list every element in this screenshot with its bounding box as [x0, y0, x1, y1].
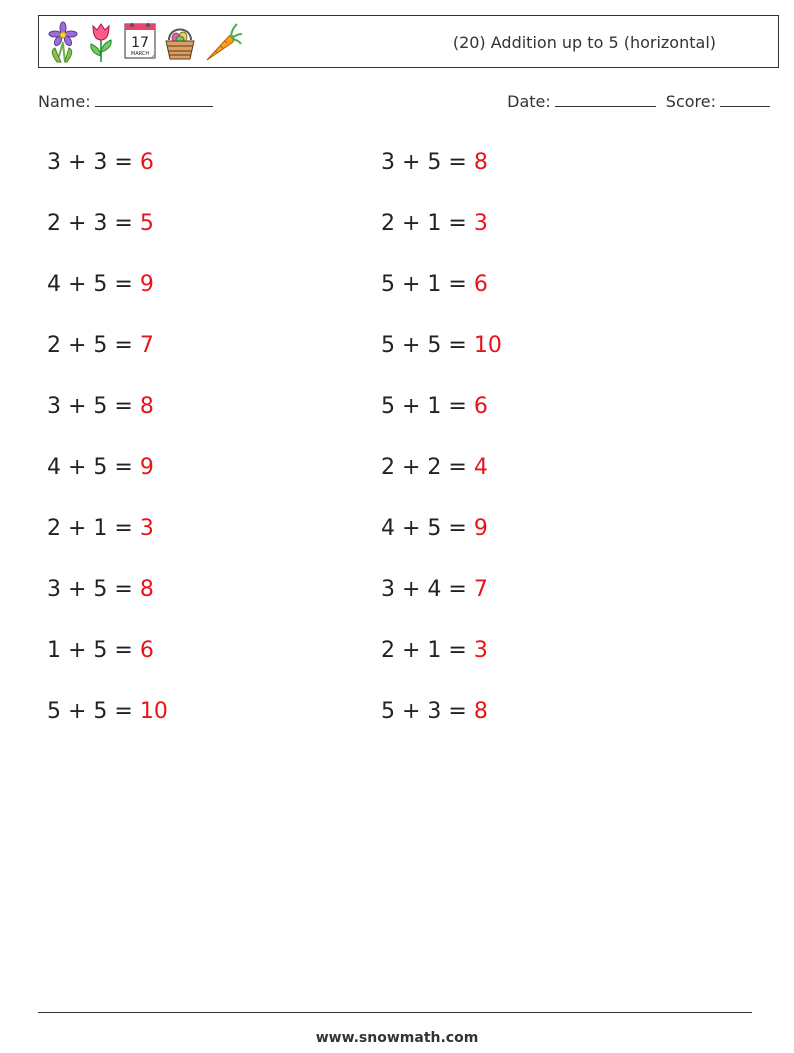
problem-answer: 3: [473, 638, 488, 663]
calendar-day: 17: [131, 35, 149, 51]
problem-question: 5 + 1 =: [381, 394, 474, 419]
date-score-fields: [507, 92, 770, 111]
problem-answer: 6: [139, 638, 154, 663]
problem-question: 2 + 3 =: [47, 211, 140, 236]
score-label: Score:: [665, 92, 716, 111]
problem-item: [381, 568, 715, 629]
footer-url: www.snowmath.com: [315, 1030, 479, 1046]
problem-item: [47, 202, 381, 263]
problem-answer: 8: [473, 699, 488, 724]
problem-question: 3 + 3 =: [47, 150, 140, 175]
problem-item: [47, 263, 381, 324]
problem-item: [47, 690, 381, 751]
calendar-month: MARCH: [130, 51, 150, 57]
problem-question: 5 + 1 =: [381, 272, 474, 297]
name-field: [38, 92, 213, 111]
problem-question: 4 + 5 =: [47, 272, 140, 297]
header-icons: [47, 20, 243, 64]
problem-item: [381, 629, 715, 690]
problem-question: 3 + 5 =: [47, 577, 140, 602]
worksheet-header: [38, 15, 779, 68]
score-field: [666, 92, 770, 111]
problem-item: [381, 141, 715, 202]
problem-answer: 3: [139, 516, 154, 541]
problem-item: [381, 202, 715, 263]
problem-answer: 10: [473, 333, 502, 358]
problem-question: 4 + 5 =: [47, 455, 140, 480]
date-field: [507, 92, 656, 111]
problem-answer: 4: [473, 455, 488, 480]
score-blank[interactable]: [720, 93, 770, 107]
problem-answer: 8: [139, 577, 154, 602]
problem-item: [381, 690, 715, 751]
flower-icon: [47, 20, 79, 64]
problem-item: [381, 446, 715, 507]
problem-answer: 7: [473, 577, 488, 602]
problem-item: [47, 507, 381, 568]
problem-item: [47, 141, 381, 202]
problem-answer: 6: [473, 272, 488, 297]
problem-item: [381, 507, 715, 568]
problem-question: 1 + 5 =: [47, 638, 140, 663]
date-blank[interactable]: [555, 93, 656, 107]
problem-answer: 9: [473, 516, 488, 541]
problem-question: 4 + 5 =: [381, 516, 474, 541]
problem-grid: [47, 141, 747, 751]
problem-question: 2 + 1 =: [47, 516, 140, 541]
problem-question: 3 + 5 =: [47, 394, 140, 419]
problem-answer: 5: [139, 211, 154, 236]
name-blank[interactable]: [95, 93, 213, 107]
problem-answer: 9: [139, 455, 154, 480]
worksheet-title: (20) Addition up to 5 (horizontal): [452, 33, 716, 52]
problem-question: 2 + 1 =: [381, 638, 474, 663]
problem-item: [381, 385, 715, 446]
problem-answer: 8: [473, 150, 488, 175]
tulip-icon: [85, 20, 117, 64]
problem-question: 5 + 5 =: [381, 333, 474, 358]
problem-item: [47, 629, 381, 690]
problem-item: [47, 324, 381, 385]
problem-question: 2 + 1 =: [381, 211, 474, 236]
problem-answer: 3: [473, 211, 488, 236]
problem-item: [47, 446, 381, 507]
problem-answer: 7: [139, 333, 154, 358]
problem-item: [381, 263, 715, 324]
footer-divider: [38, 1012, 752, 1013]
easter-basket-icon: [163, 20, 197, 64]
problem-answer: 6: [139, 150, 154, 175]
problem-question: 2 + 2 =: [381, 455, 474, 480]
problem-answer: 8: [139, 394, 154, 419]
date-label: Date:: [507, 92, 551, 111]
problem-question: 3 + 5 =: [381, 150, 474, 175]
calendar-icon: [123, 20, 157, 64]
name-label: Name:: [38, 92, 91, 111]
problem-answer: 10: [139, 699, 168, 724]
problem-question: 5 + 5 =: [47, 699, 140, 724]
problem-answer: 6: [473, 394, 488, 419]
problem-item: [47, 385, 381, 446]
problem-item: [47, 568, 381, 629]
problem-question: 3 + 4 =: [381, 577, 474, 602]
problem-answer: 9: [139, 272, 154, 297]
problem-question: 2 + 5 =: [47, 333, 140, 358]
problem-question: 5 + 3 =: [381, 699, 474, 724]
carrot-icon: [203, 20, 243, 64]
problem-item: [381, 324, 715, 385]
